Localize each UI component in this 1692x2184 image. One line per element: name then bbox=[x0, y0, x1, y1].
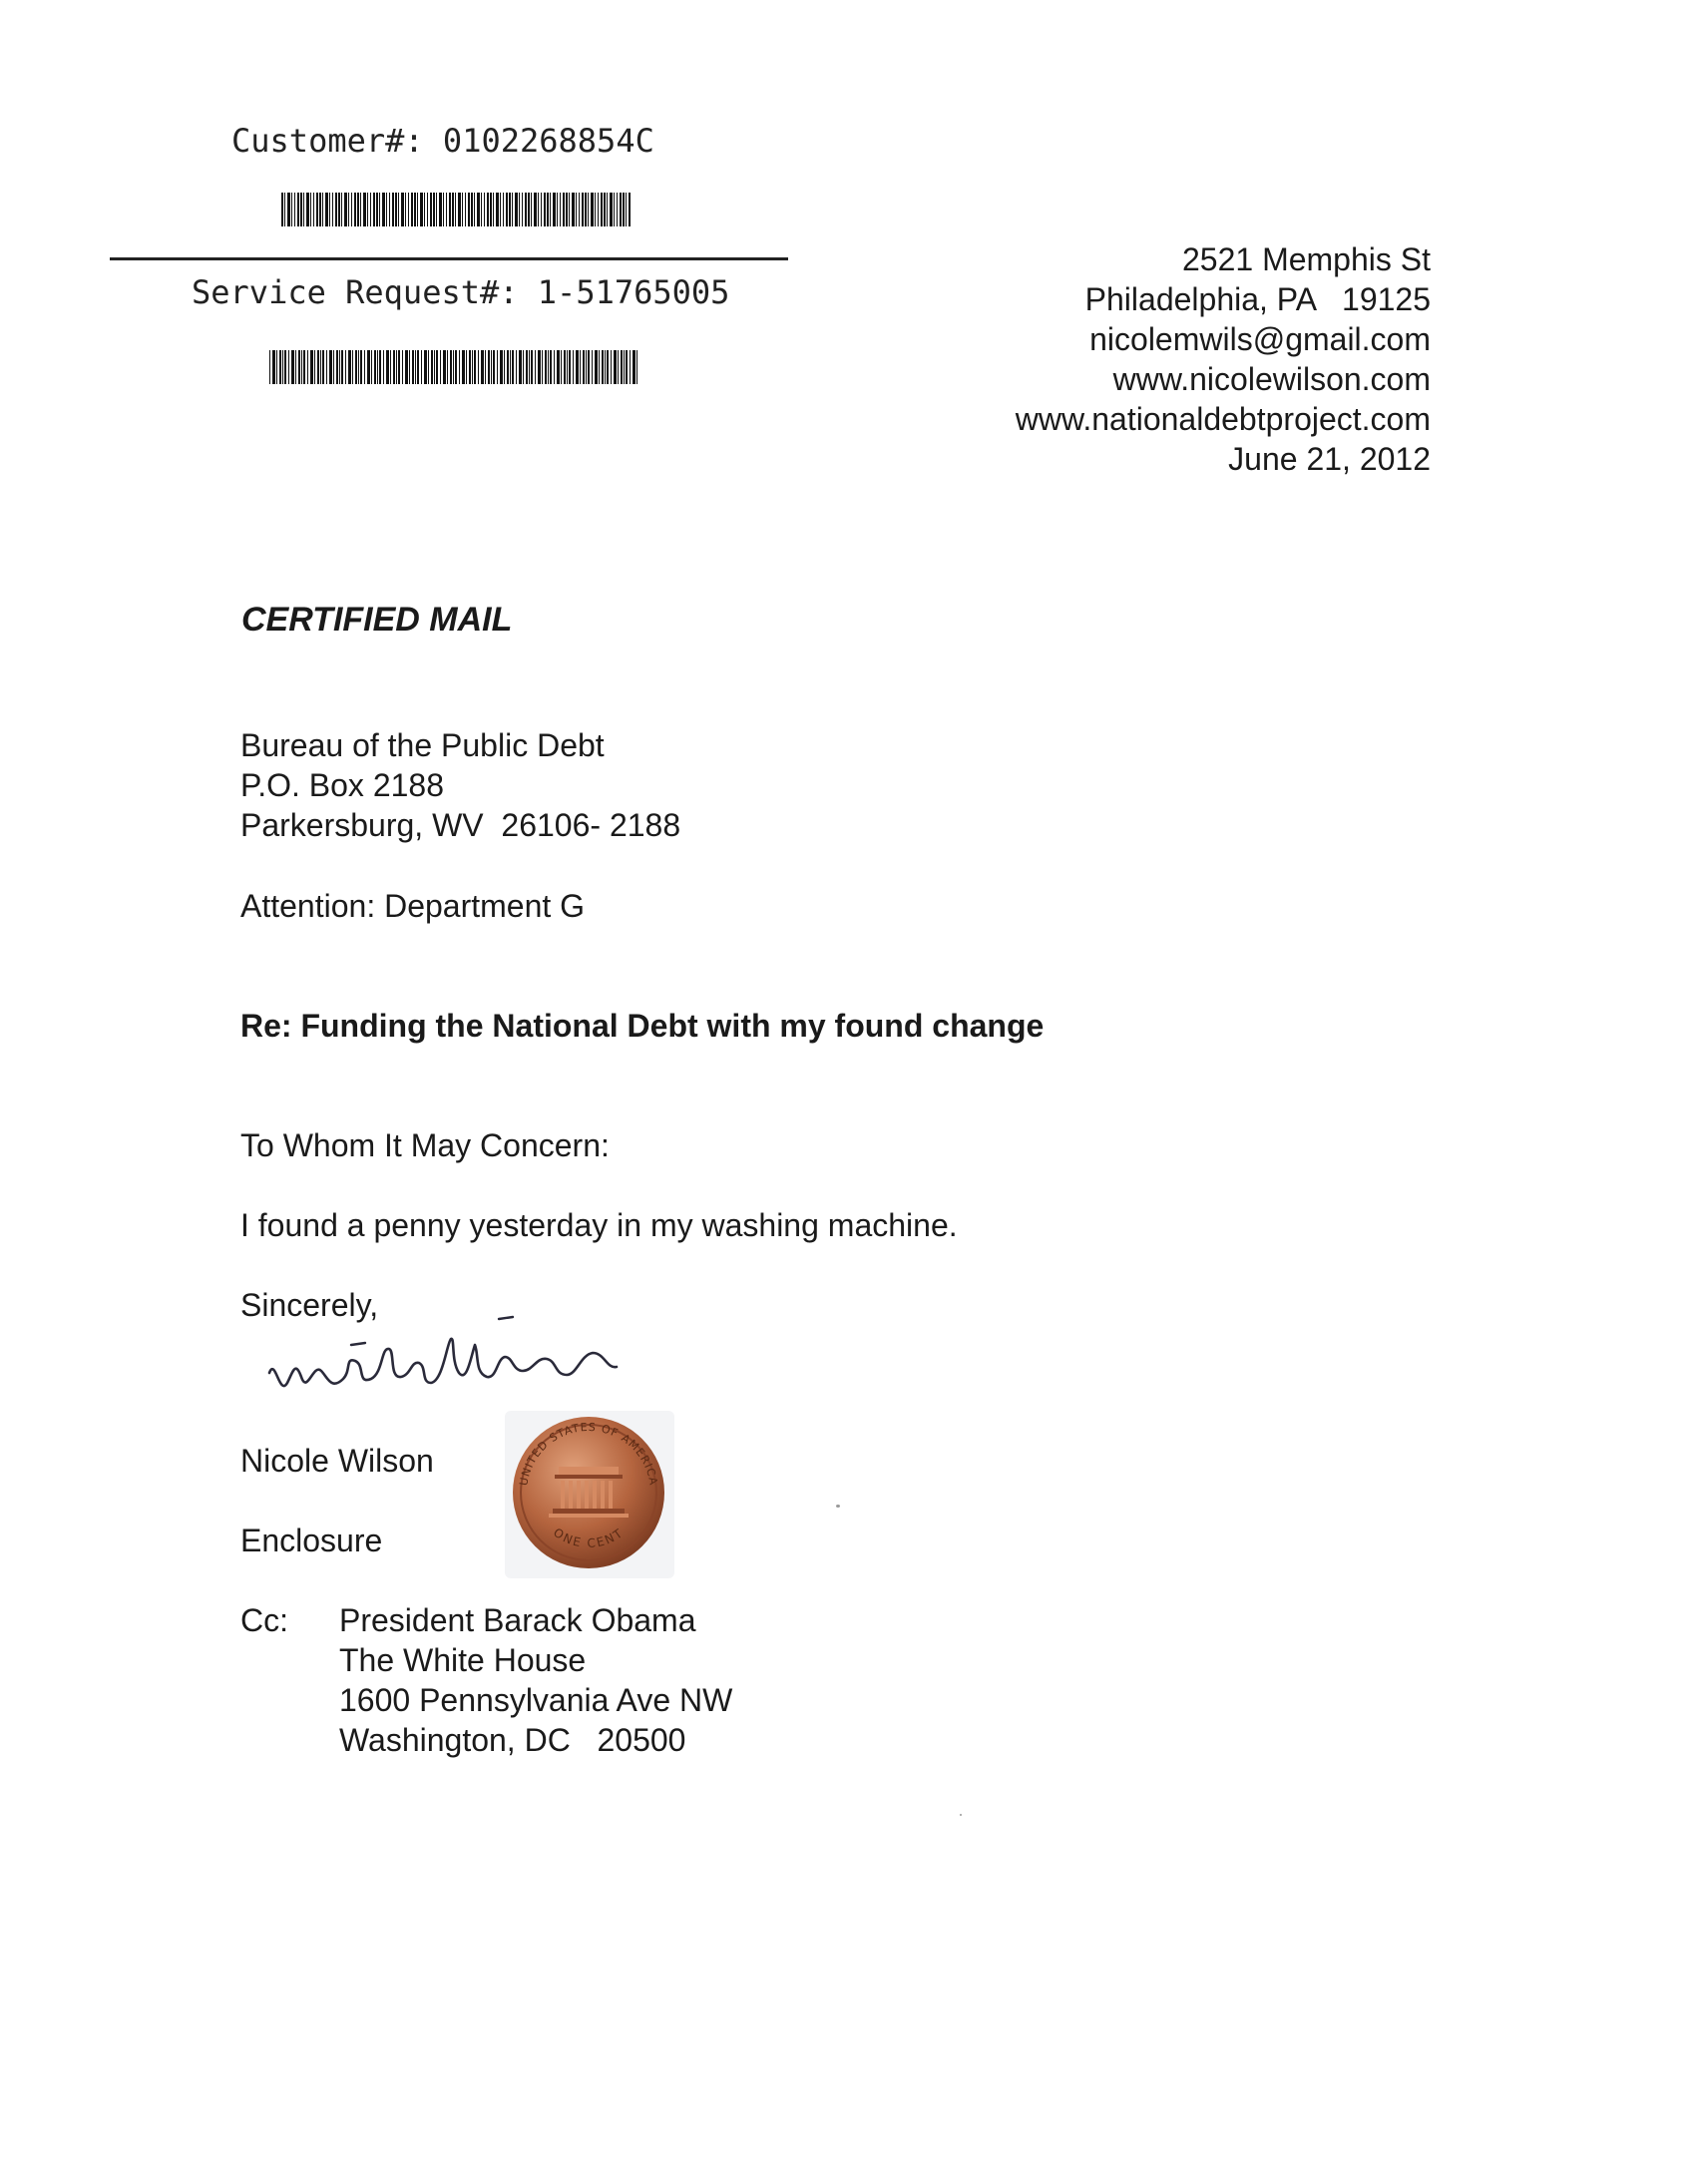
cc-label: Cc: bbox=[240, 1602, 288, 1638]
subject-line: Re: Funding the National Debt with my found change bbox=[240, 1008, 1045, 1044]
recipient-city-state-zip: Parkersburg, WV 26106- 2188 bbox=[240, 807, 681, 843]
recipient-address-block bbox=[240, 725, 680, 845]
sender-city-state-zip: Philadelphia, PA 19125 bbox=[1084, 281, 1431, 317]
enclosure-note: Enclosure bbox=[240, 1523, 383, 1558]
attention-line: Attention: Department G bbox=[240, 888, 586, 924]
cc-address-block bbox=[339, 1600, 732, 1760]
scan-speck bbox=[836, 1505, 840, 1508]
header-divider bbox=[110, 257, 788, 260]
service-request-number: Service Request#: 1-51765005 bbox=[192, 273, 730, 311]
customer-number: Customer#: 0102268854C bbox=[231, 122, 654, 160]
penny-coin-image bbox=[499, 1397, 678, 1586]
salutation: To Whom It May Concern: bbox=[240, 1127, 610, 1163]
cc-address-line-3: Washington, DC 20500 bbox=[339, 1722, 686, 1758]
sender-email: nicolemwils@gmail.com bbox=[1089, 321, 1431, 357]
signer-name: Nicole Wilson bbox=[240, 1443, 434, 1479]
certified-mail-heading: CERTIFIED MAIL bbox=[241, 601, 513, 639]
closing: Sincerely, bbox=[240, 1287, 379, 1323]
body-paragraph: I found a penny yesterday in my washing machine. bbox=[240, 1207, 958, 1243]
penny-top-legend: UNITED STATES OF AMERICA bbox=[517, 1420, 660, 1488]
sender-website-2: www.nationaldebtproject.com bbox=[1015, 401, 1431, 437]
cc-address-line-1: The White House bbox=[339, 1642, 587, 1678]
sender-address-block bbox=[1016, 239, 1431, 479]
customer-barcode bbox=[281, 193, 631, 226]
cc-address-line-2: 1600 Pennsylvania Ave NW bbox=[339, 1682, 733, 1718]
letter-date: June 21, 2012 bbox=[1228, 441, 1431, 477]
sender-website-1: www.nicolewilson.com bbox=[1112, 361, 1431, 397]
recipient-po-box: P.O. Box 2188 bbox=[240, 767, 444, 803]
scan-speck bbox=[960, 1814, 962, 1816]
cc-name: President Barack Obama bbox=[339, 1602, 696, 1638]
recipient-name: Bureau of the Public Debt bbox=[240, 727, 605, 763]
penny-bottom-legend: ONE CENT bbox=[551, 1525, 627, 1551]
sender-street: 2521 Memphis St bbox=[1181, 241, 1431, 277]
service-request-barcode bbox=[269, 350, 638, 384]
